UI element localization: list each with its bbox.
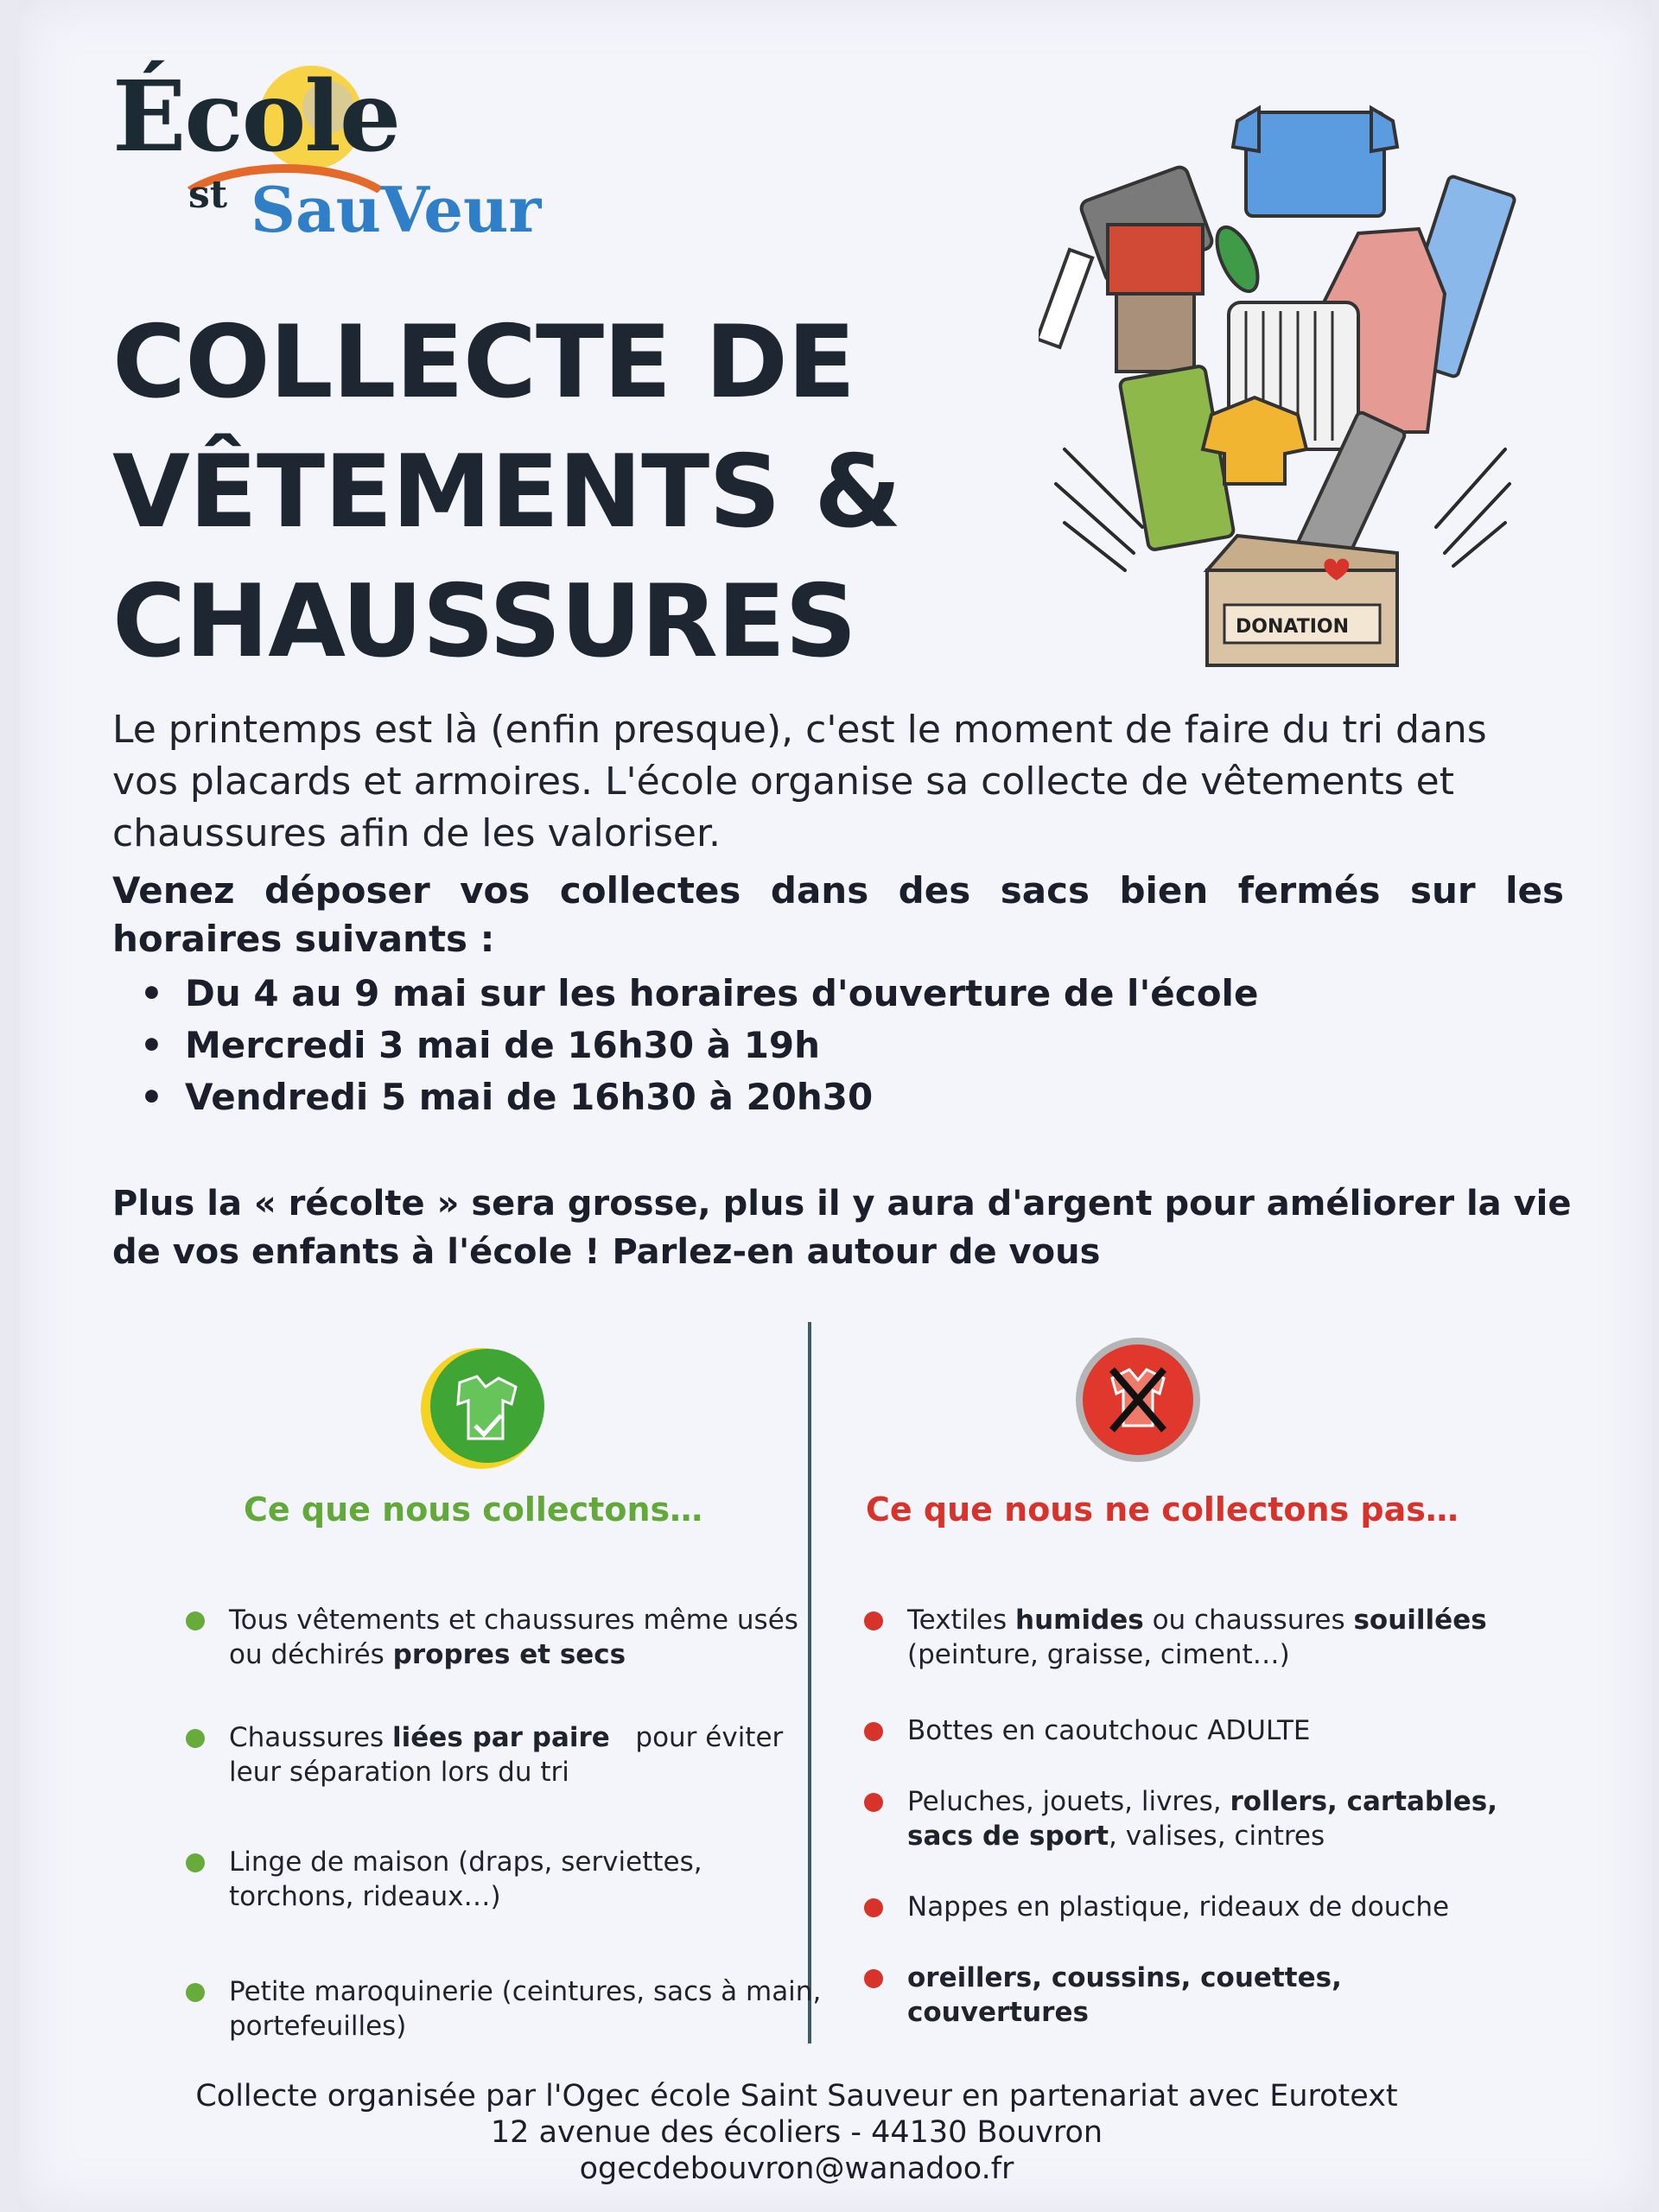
footer bbox=[19, 2078, 1574, 2187]
rejected-item: Peluches, jouets, livres, rollers, cartables, sacs de sport, valises, cintres bbox=[831, 1784, 1505, 1853]
deposit-instructions: Venez déposer vos collectes dans des sacs bien fermés sur les horaires suivants : bbox=[112, 869, 1564, 960]
accepted-item: Tous vêtements et chaussures même usés ou déchirés propres et secs bbox=[153, 1603, 827, 1672]
footer-address: 12 avenue des écoliers - 44130 Bouvron bbox=[490, 2115, 1103, 2150]
green-clothes-check-icon bbox=[416, 1344, 546, 1473]
rejected-item: Textiles humides ou chaussures souillées (peinture, graisse, ciment…) bbox=[831, 1603, 1505, 1672]
green-bullet-icon bbox=[186, 1983, 205, 2002]
schedule-item: • Du 4 au 9 mai sur les horaires d'ouverture de l'école bbox=[140, 968, 1258, 1020]
schedule-list bbox=[140, 968, 1258, 1123]
title-line-1: COLLECTE DE bbox=[112, 304, 855, 421]
rejected-item: oreillers, coussins, couettes, couvertures bbox=[831, 1961, 1505, 2030]
green-bullet-icon bbox=[186, 1729, 205, 1748]
accepted-list bbox=[153, 1603, 827, 2044]
footer-email: ogecdebouvron@wanadoo.fr bbox=[579, 2152, 1014, 2186]
red-bullet-icon bbox=[864, 1722, 883, 1741]
red-bullet-icon bbox=[864, 1898, 883, 1917]
schedule-item: • Vendredi 5 mai de 16h30 à 20h30 bbox=[140, 1071, 1258, 1123]
clothes-donation-box-icon bbox=[1039, 86, 1522, 674]
harvest-message: Plus la « récolte » sera grosse, plus il y aura d'argent pour améliorer la vie de vos enfants à l'école ! Parlez-en autour de vous bbox=[112, 1184, 1572, 1272]
logo-st-text: st bbox=[188, 173, 228, 217]
footer-organizer: Collecte organisée par l'Ogec école Saint Sauveur en partenariat avec Eurotext bbox=[195, 2079, 1398, 2113]
flyer-page bbox=[19, 0, 1652, 2212]
logo-ecole-text: École bbox=[112, 60, 400, 174]
title-line-2: VÊTEMENTS & bbox=[112, 434, 901, 550]
intro-paragraph: Le printemps est là (enfin presque), c'est le moment de faire du tri dans vos placards et armoires. L'école organise sa collecte de vêtements et chaussures afin de les valoriser. bbox=[112, 708, 1487, 855]
rejected-item: Nappes en plastique, rideaux de douche bbox=[831, 1890, 1505, 1924]
schedule-item: • Mercredi 3 mai de 16h30 à 19h bbox=[140, 1020, 1258, 1071]
title-line-3: CHAUSSURES bbox=[112, 563, 856, 680]
rejected-heading: Ce que nous ne collectons pas… bbox=[866, 1491, 1459, 1529]
box-label: DONATION bbox=[1236, 616, 1350, 638]
accepted-heading: Ce que nous collectons… bbox=[244, 1491, 703, 1529]
rejected-list bbox=[831, 1603, 1505, 2030]
green-bullet-icon bbox=[186, 1611, 205, 1630]
red-bullet-icon bbox=[864, 1793, 883, 1812]
rejected-item: Bottes en caoutchouc ADULTE bbox=[831, 1713, 1505, 1748]
accepted-item: Linge de maison (draps, serviettes, torchons, rideaux…) bbox=[153, 1845, 827, 1914]
green-bullet-icon bbox=[186, 1853, 205, 1872]
red-crossed-shirt-icon bbox=[1073, 1335, 1203, 1465]
red-bullet-icon bbox=[864, 1969, 883, 1988]
flyer-title bbox=[112, 298, 900, 687]
logo-sauveur-text: SauVeur bbox=[251, 173, 542, 246]
red-bullet-icon bbox=[864, 1611, 883, 1630]
accepted-item: Chaussures liées par paire pour éviter leur séparation lors du tri bbox=[153, 1720, 827, 1789]
school-logo bbox=[112, 60, 542, 276]
accepted-item: Petite maroquinerie (ceintures, sacs à main, portefeuilles) bbox=[153, 1974, 827, 2044]
